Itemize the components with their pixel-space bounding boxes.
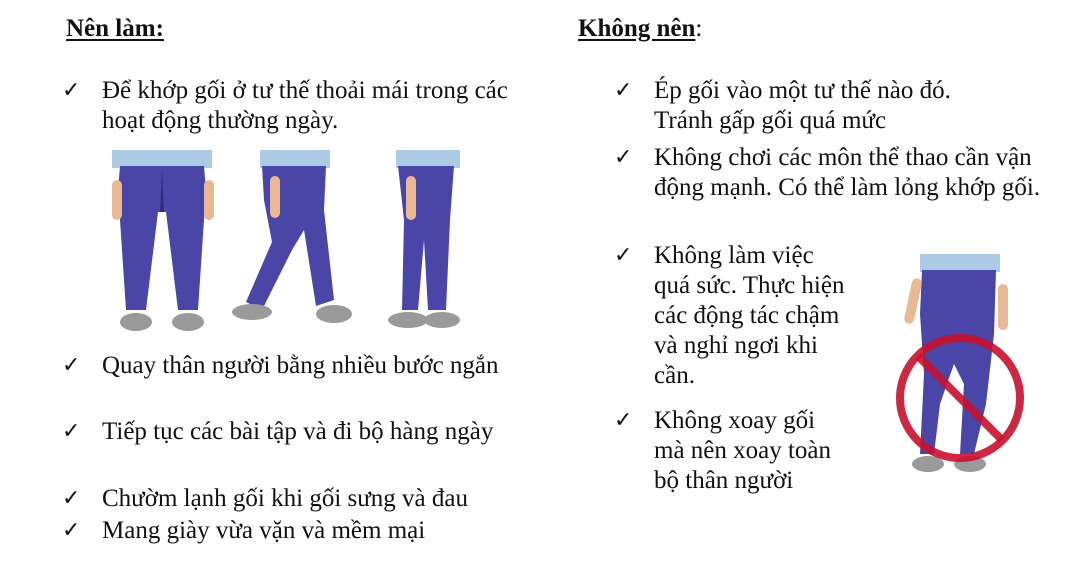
do-item-1: ✓ Để khớp gối ở tư thế thoải mái trong các hoạt động thường ngày. bbox=[62, 77, 508, 134]
dont-heading: Không nên: bbox=[578, 15, 703, 42]
checkmark-icon: ✓ bbox=[614, 145, 633, 170]
dont-item-3: ✓ Không làm việc quá sức. Thực hiện các động tác chậm và nghỉ ngơi khi cần. bbox=[614, 242, 845, 389]
dont-item-4: ✓ Không xoay gối mà nên xoay toàn bộ thân người bbox=[614, 407, 832, 494]
do-item-2: ✓ Quay thân người bằng nhiều bước ngắn bbox=[62, 352, 499, 379]
checkmark-icon: ✓ bbox=[614, 78, 633, 103]
legs-walking-illustration bbox=[112, 150, 472, 340]
standing-legs-front bbox=[112, 150, 214, 331]
dont-column bbox=[560, 0, 1066, 577]
checkmark-icon: ✓ bbox=[614, 243, 633, 268]
checkmark-icon: ✓ bbox=[62, 419, 81, 444]
checkmark-icon: ✓ bbox=[62, 78, 81, 103]
do-item-3: ✓ Tiếp tục các bài tập và đi bộ hàng ngày bbox=[62, 418, 494, 445]
no-knee-twist-illustration bbox=[890, 254, 1030, 478]
dont-item-2: ✓ Không chơi các môn thể thao cần vận động mạnh. Có thể làm lỏng khớp gối. bbox=[614, 144, 1041, 201]
standing-legs-side bbox=[388, 150, 460, 328]
do-heading: Nên làm: bbox=[66, 15, 164, 42]
dont-item-1: ✓ Ép gối vào một tư thế nào đó. Tránh gấp gối quá mức bbox=[614, 77, 951, 134]
do-item-5: ✓ Mang giày vừa vặn và mềm mại bbox=[62, 517, 426, 544]
do-item-4: ✓ Chườm lạnh gối khi gối sưng và đau bbox=[62, 485, 468, 512]
checkmark-icon: ✓ bbox=[62, 518, 81, 543]
walking-legs-side bbox=[232, 150, 352, 323]
checkmark-icon: ✓ bbox=[62, 486, 81, 511]
checkmark-icon: ✓ bbox=[614, 408, 633, 433]
checkmark-icon: ✓ bbox=[62, 353, 81, 378]
